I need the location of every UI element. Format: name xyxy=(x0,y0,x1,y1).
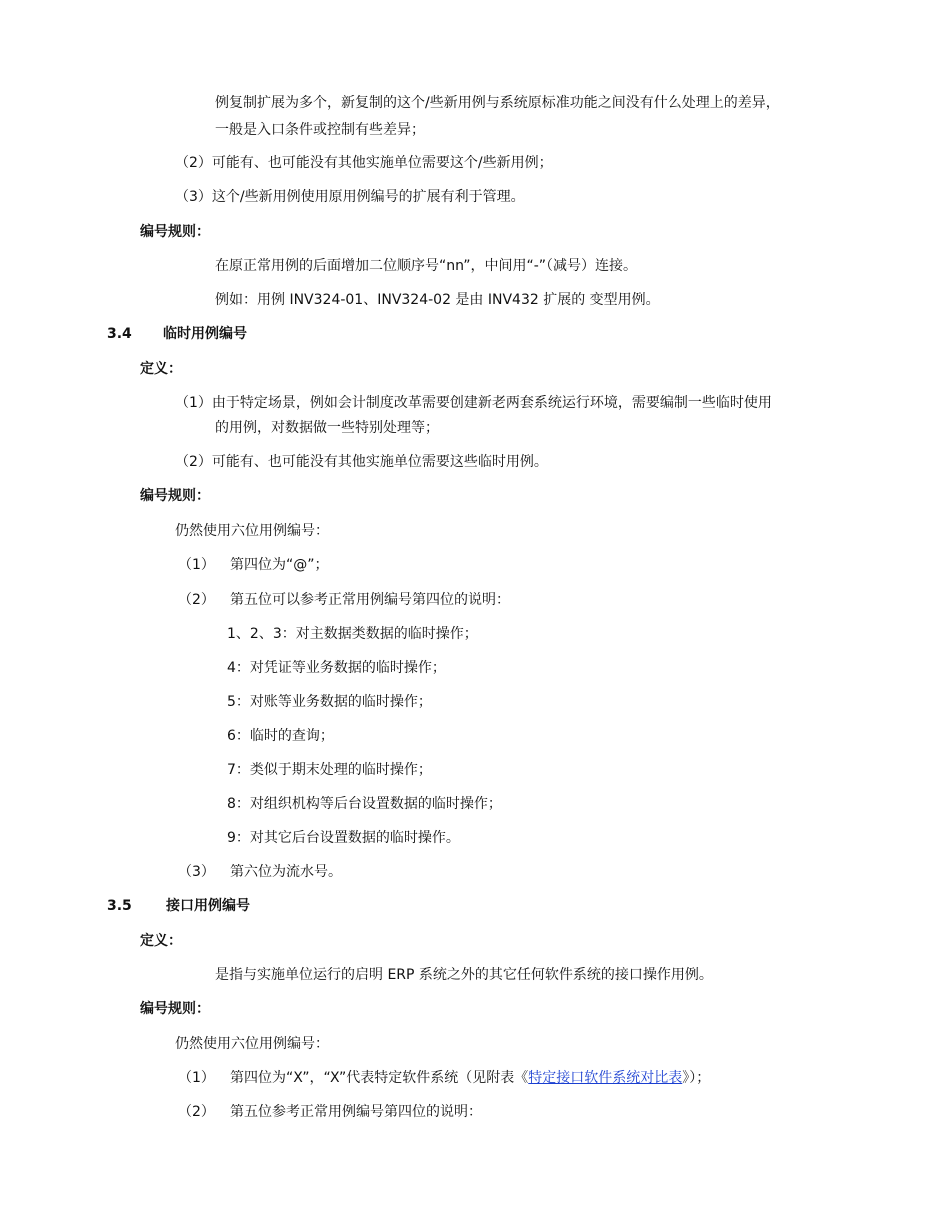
rule-item-text: 第四位为“@”； xyxy=(230,557,329,573)
definition-label: 定义： xyxy=(140,361,182,377)
rule-text: 在原正常用例的后面增加二位顺序号“nn”，中间用“-”（减号）连接。 xyxy=(215,258,638,274)
rule-example: 例如：用例 INV324-01、INV324-02 是由 INV432 扩展的 变型用例。 xyxy=(215,292,660,308)
list-item: （2）可能有、也可能没有其他实施单位需要这个/些新用例； xyxy=(175,155,553,171)
list-item: （2）可能有、也可能没有其他实施单位需要这些临时用例。 xyxy=(175,454,548,470)
rule-item-number: （3） xyxy=(178,864,215,880)
sub-item: 4：对凭证等业务数据的临时操作； xyxy=(227,660,446,676)
sub-item: 6：临时的查询； xyxy=(227,728,334,744)
sub-item: 1、2、3：对主数据类数据的临时操作； xyxy=(227,626,478,642)
section-title: 临时用例编号 xyxy=(163,326,247,342)
list-item: （3）这个/些新用例使用原用例编号的扩展有利于管理。 xyxy=(175,189,525,205)
rule-intro: 仍然使用六位用例编号： xyxy=(175,523,329,539)
rule-label: 编号规则： xyxy=(140,224,210,240)
section-title: 接口用例编号 xyxy=(166,898,250,914)
continued-text-line: 一般是入口条件或控制有些差异； xyxy=(215,122,425,138)
rule-item-number: （2） xyxy=(178,1104,215,1120)
rule-item-text: 第五位可以参考正常用例编号第四位的说明： xyxy=(230,592,510,608)
list-item: （1）由于特定场景，例如会计制度改革需要创建新老两套系统运行环境，需要编制一些临时使用 xyxy=(175,395,772,411)
rule-item-text xyxy=(230,1068,710,1088)
sub-item: 8：对组织机构等后台设置数据的临时操作； xyxy=(227,796,502,812)
rule-label: 编号规则： xyxy=(140,1001,210,1017)
rule-item-text: 第五位参考正常用例编号第四位的说明： xyxy=(230,1104,482,1120)
definition-label: 定义： xyxy=(140,933,182,949)
sub-item: 7：类似于期末处理的临时操作； xyxy=(227,762,432,778)
continued-text-line: 例复制扩展为多个，新复制的这个/些新用例与系统原标准功能之间没有什么处理上的差异， xyxy=(215,95,780,111)
rule-item-text: 第六位为流水号。 xyxy=(230,864,342,880)
section-number: 3.5 xyxy=(107,898,132,914)
section-number: 3.4 xyxy=(107,326,132,342)
sub-item: 5：对账等业务数据的临时操作； xyxy=(227,694,432,710)
definition-text: 是指与实施单位运行的启明 ERP 系统之外的其它任何软件系统的接口操作用例。 xyxy=(215,967,713,983)
rule-item-number: （1） xyxy=(178,557,215,573)
rule-item-text-suffix: 》）； xyxy=(682,1070,711,1086)
rule-intro: 仍然使用六位用例编号： xyxy=(175,1036,329,1052)
list-item-continued: 的用例，对数据做一些特别处理等； xyxy=(215,420,439,436)
sub-item: 9：对其它后台设置数据的临时操作。 xyxy=(227,830,460,846)
rule-item-number: （1） xyxy=(178,1070,215,1086)
rule-item-number: （2） xyxy=(178,592,215,608)
comparison-table-link[interactable]: 特定接口软件系统对比表 xyxy=(528,1070,683,1086)
rule-item-text-prefix: 第四位为“X”，“X”代表特定软件系统（见附表《 xyxy=(230,1070,529,1086)
rule-label: 编号规则： xyxy=(140,488,210,504)
